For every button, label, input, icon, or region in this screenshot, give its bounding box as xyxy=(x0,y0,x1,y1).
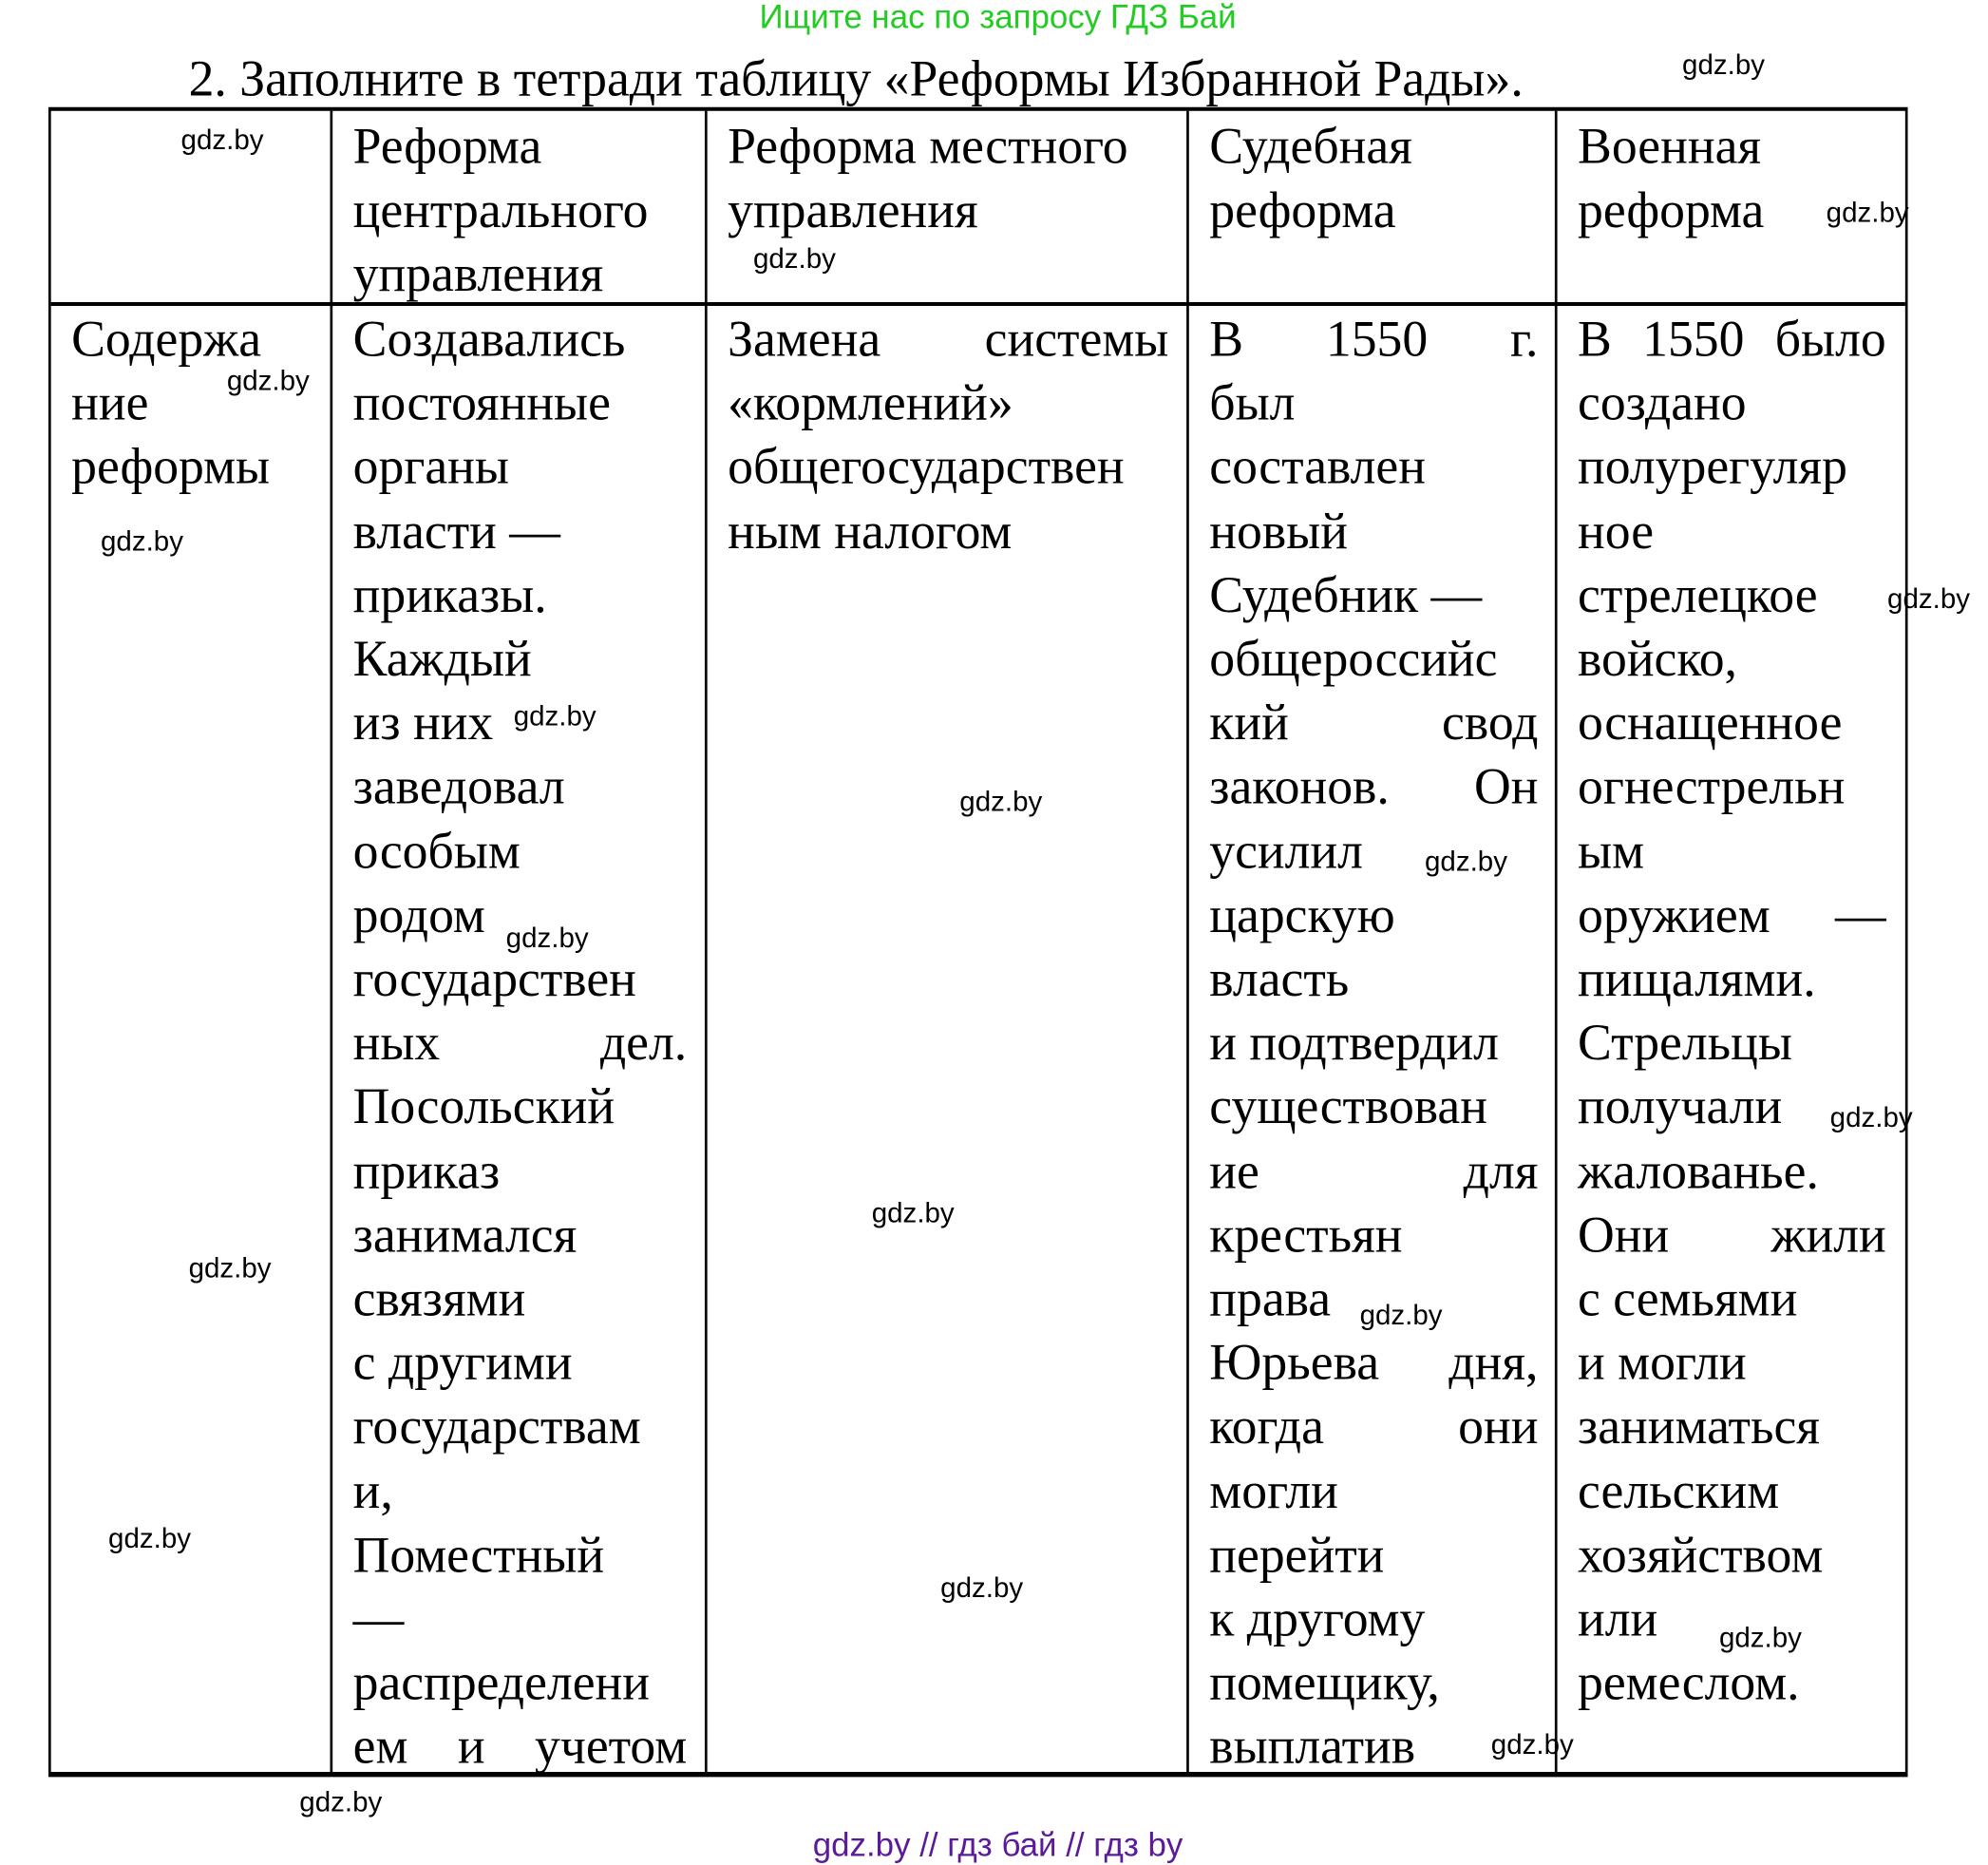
reforms-table xyxy=(48,107,1908,1778)
cell-line: кий свод xyxy=(1209,694,1539,752)
cell-line: власти — xyxy=(352,502,560,560)
cell-line: был xyxy=(1209,373,1296,431)
watermark: gdz.by xyxy=(1425,845,1508,878)
watermark: gdz.by xyxy=(505,922,589,954)
cell-line: войско, xyxy=(1578,629,1737,688)
cell-line: получали xyxy=(1578,1077,1783,1135)
cell-line: стрелецкое xyxy=(1578,565,1818,623)
column-divider xyxy=(705,111,708,1772)
cell-line: Военная xyxy=(1578,117,1762,175)
cell-line: огнестрельн xyxy=(1578,757,1846,815)
search-banner: Ищите нас по запросу ГДЗ Бай xyxy=(759,0,1237,36)
cell-line: В 1550 г. xyxy=(1209,310,1539,368)
watermark: gdz.by xyxy=(1718,1621,1802,1654)
cell-line: управления xyxy=(728,181,978,239)
cell-line: Поместный xyxy=(352,1525,605,1584)
watermark: gdz.by xyxy=(188,1251,272,1285)
cell-line: В 1550 было xyxy=(1578,310,1886,368)
column-divider xyxy=(331,111,333,1772)
column-divider xyxy=(1555,111,1558,1772)
watermark: gdz.by xyxy=(940,1571,1024,1604)
cell-line: приказы. xyxy=(352,565,547,623)
cell-line: ным налогом xyxy=(728,502,1013,560)
cell-line: оружием — xyxy=(1578,885,1886,943)
watermark: gdz.by xyxy=(959,785,1043,818)
cell-line: хозяйством xyxy=(1578,1525,1824,1584)
watermark: gdz.by xyxy=(1826,196,1909,229)
cell-line: полурегуляр xyxy=(1578,437,1847,496)
cell-line: Создавались xyxy=(352,310,626,368)
watermark: gdz.by xyxy=(108,1521,192,1554)
cell-line: ем и учетом xyxy=(352,1717,688,1776)
header-central-reform xyxy=(353,115,685,307)
watermark: gdz.by xyxy=(1887,582,1971,615)
cell-line: Они жили xyxy=(1578,1206,1886,1264)
cell-line: усилил xyxy=(1209,821,1363,880)
cell-line: могли xyxy=(1209,1461,1338,1519)
cell-line: выплатив xyxy=(1209,1717,1416,1776)
cell-line: особым xyxy=(352,821,521,880)
cell-line: «кормлений» xyxy=(728,373,1013,431)
watermark: gdz.by xyxy=(226,364,310,397)
cell-line: Посольский xyxy=(352,1077,615,1135)
cell-line: перейти xyxy=(1209,1525,1385,1584)
watermark: gdz.by xyxy=(1682,48,1766,81)
cell-line: общероссийс xyxy=(1209,629,1498,688)
cell-line: Стрельцы xyxy=(1578,1013,1792,1072)
cell-line: к другому xyxy=(1209,1589,1426,1647)
cell-line: распределени xyxy=(352,1653,650,1711)
cell-line: Реформа xyxy=(352,117,542,175)
cell-line: ное xyxy=(1578,502,1655,560)
column-divider xyxy=(1186,111,1189,1772)
header-judicial-reform xyxy=(1209,115,1541,243)
cell-line: Содержа xyxy=(71,310,262,368)
cell-line: власть xyxy=(1209,949,1350,1007)
cell-line: государствам xyxy=(352,1398,641,1456)
watermark: gdz.by xyxy=(752,241,836,275)
cell-line: реформа xyxy=(1578,181,1765,239)
row-label xyxy=(71,307,313,499)
cell-central-reform xyxy=(353,307,688,1779)
cell-line: законов. Он xyxy=(1209,757,1539,815)
cell-line: заниматься xyxy=(1578,1398,1820,1456)
watermark: gdz.by xyxy=(513,699,596,733)
cell-line: ремеслом. xyxy=(1578,1653,1800,1711)
cell-line: общегосударствен xyxy=(728,437,1125,496)
cell-line: Замена системы xyxy=(728,310,1169,368)
cell-line: ым xyxy=(1578,821,1645,880)
cell-line: Судебная xyxy=(1209,117,1412,175)
cell-line: ие для xyxy=(1209,1141,1539,1200)
cell-line: центрального xyxy=(352,181,649,239)
cell-military-reform xyxy=(1578,307,1886,1715)
header-local-reform xyxy=(728,115,1168,243)
cell-line: когда они xyxy=(1209,1398,1539,1456)
cell-line: Каждый xyxy=(352,629,532,688)
cell-line: связями xyxy=(352,1269,526,1327)
header-divider xyxy=(51,302,1905,306)
watermark: gdz.by xyxy=(1359,1299,1443,1331)
cell-line: Судебник — xyxy=(1209,565,1483,623)
cell-line: пищалями. xyxy=(1578,949,1816,1007)
cell-local-reform xyxy=(728,307,1168,562)
cell-line: управления xyxy=(352,245,604,303)
cell-line: государствен xyxy=(352,949,636,1007)
cell-line: создано xyxy=(1578,373,1747,431)
cell-line: или xyxy=(1578,1589,1658,1647)
cell-line: с семьями xyxy=(1578,1269,1798,1327)
cell-line: новый xyxy=(1209,502,1348,560)
watermark: gdz.by xyxy=(299,1785,383,1818)
cell-line: Юрьева дня, xyxy=(1209,1333,1539,1392)
watermark: gdz.by xyxy=(180,124,264,156)
cell-line: заведовал xyxy=(352,757,565,815)
cell-line: составлен xyxy=(1209,437,1426,496)
cell-line: и подтвердил xyxy=(1209,1013,1499,1072)
cell-line: крестьян xyxy=(1209,1206,1403,1264)
watermark: gdz.by xyxy=(100,524,183,558)
cell-line: родом xyxy=(352,885,485,943)
cell-line: существован xyxy=(1209,1077,1487,1135)
cell-line: и, xyxy=(352,1461,393,1519)
cell-line: органы xyxy=(352,437,509,496)
cell-line: Реформа местного xyxy=(728,117,1128,175)
cell-judicial-reform xyxy=(1209,307,1538,1779)
cell-line: ние xyxy=(71,373,149,431)
cell-line: из них xyxy=(352,694,494,752)
cell-line: царскую xyxy=(1209,885,1395,943)
cell-line: реформа xyxy=(1209,181,1396,239)
cell-line: с другими xyxy=(352,1333,573,1392)
cell-line: ных дел. xyxy=(352,1013,688,1072)
cell-line: реформы xyxy=(71,437,271,496)
cell-line: помещику, xyxy=(1209,1653,1440,1711)
cell-line: оснащенное xyxy=(1578,694,1843,752)
cell-line: — xyxy=(352,1589,405,1647)
cell-line: и могли xyxy=(1578,1333,1747,1392)
task-title: 2. Заполните в тетради таблицу «Реформы Избранной Рады». xyxy=(188,49,1524,107)
cell-line: занимался xyxy=(352,1206,577,1264)
watermark: gdz.by xyxy=(1829,1101,1913,1133)
cell-line: постоянные xyxy=(352,373,611,431)
cell-line: приказ xyxy=(352,1141,501,1200)
watermark: gdz.by xyxy=(871,1196,955,1229)
cell-line: сельским xyxy=(1578,1461,1780,1519)
cell-line: права xyxy=(1209,1269,1332,1327)
cell-line: жалованье. xyxy=(1578,1141,1819,1200)
footer-links: gdz.by // гдз бай // гдз by xyxy=(812,1825,1183,1864)
watermark: gdz.by xyxy=(1490,1728,1574,1760)
